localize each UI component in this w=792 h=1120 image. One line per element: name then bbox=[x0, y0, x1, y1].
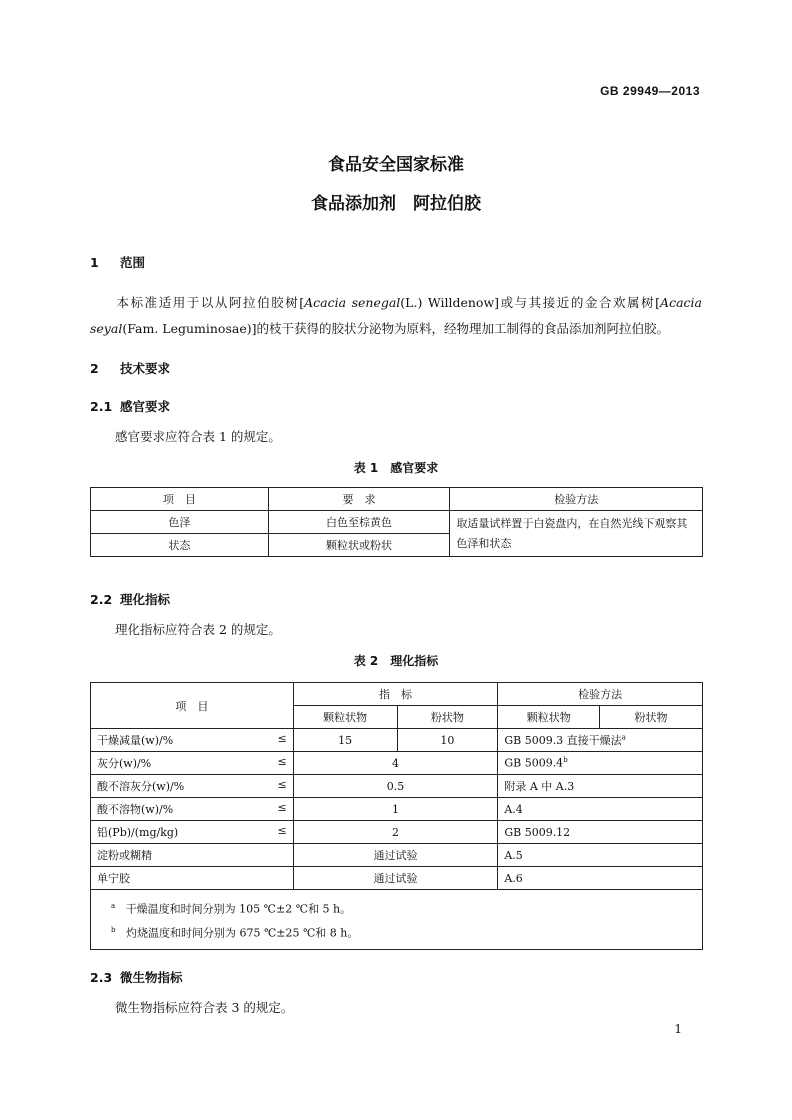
section-number: 1 bbox=[90, 255, 99, 270]
table-row bbox=[91, 798, 703, 821]
table-row bbox=[91, 729, 703, 752]
method-cell: A.6 bbox=[498, 867, 703, 890]
item-label: 酸不溶物(w)/% bbox=[97, 803, 174, 816]
method-cell: A.4 bbox=[498, 798, 703, 821]
section-title: 理化指标 bbox=[120, 592, 171, 607]
section-2-2-text: 理化指标应符合表 2 的规定。 bbox=[115, 622, 281, 637]
requirement-cell: 白色至棕黄色 bbox=[268, 511, 450, 534]
scope-text-a: 本标准适用于以从阿拉伯胶树[ bbox=[115, 295, 305, 310]
item-label: 铅(Pb)/(mg/kg) bbox=[97, 826, 179, 839]
value-cell: 1 bbox=[293, 798, 498, 821]
footnote-text: 灼烧温度和时间分别为 675 ℃±25 ℃和 8 h。 bbox=[125, 926, 359, 940]
table-row bbox=[91, 821, 703, 844]
le-symbol: ≤ bbox=[277, 824, 287, 837]
footnote-b bbox=[111, 920, 682, 944]
doc-title: 食品安全国家标准 bbox=[328, 155, 464, 175]
scope-text-c: (L.) Willdenow]或与其接近的金合欢属树[ bbox=[400, 295, 661, 310]
le-symbol: ≤ bbox=[277, 778, 287, 791]
section-2-3-text: 微生物指标应符合表 3 的规定。 bbox=[115, 1000, 294, 1015]
value-cell: 2 bbox=[293, 821, 498, 844]
page-number: 1 bbox=[674, 1022, 682, 1036]
table-row bbox=[91, 775, 703, 798]
footnote-mark: b bbox=[111, 925, 116, 934]
header-method: 检验方法 bbox=[450, 488, 703, 511]
footnote-a bbox=[111, 896, 682, 920]
section-number: 2.2 bbox=[90, 592, 113, 607]
item-cell bbox=[91, 821, 294, 844]
table-2-caption: 表 2 理化指标 bbox=[353, 654, 439, 668]
value-cell: 0.5 bbox=[293, 775, 498, 798]
section-title: 技术要求 bbox=[120, 361, 171, 376]
item-cell: 单宁胶 bbox=[91, 867, 294, 890]
item-cell: 淀粉或糊精 bbox=[91, 844, 294, 867]
section-title: 微生物指标 bbox=[120, 970, 183, 985]
value-cell: 10 bbox=[397, 729, 498, 752]
section-1-heading bbox=[90, 253, 145, 271]
header-method-powder: 粉状物 bbox=[600, 706, 703, 729]
item-label: 灰分(w)/% bbox=[97, 757, 152, 770]
item-cell: 状态 bbox=[91, 534, 269, 557]
item-cell: 色泽 bbox=[91, 511, 269, 534]
scope-species-1: Acacia senegal bbox=[304, 295, 401, 310]
footnote-mark: a bbox=[111, 902, 116, 910]
header-method-granule: 颗粒状物 bbox=[498, 706, 600, 729]
method-cell bbox=[498, 729, 703, 752]
le-symbol: ≤ bbox=[277, 801, 287, 814]
table-header-row bbox=[91, 683, 703, 706]
method-text: GB 5009.4 bbox=[504, 756, 564, 770]
header-item: 项 目 bbox=[91, 488, 269, 511]
requirement-cell: 颗粒状或粉状 bbox=[268, 534, 450, 557]
section-title: 感官要求 bbox=[120, 399, 171, 414]
table-row bbox=[91, 752, 703, 775]
footnote-mark: a bbox=[621, 733, 626, 742]
le-symbol: ≤ bbox=[277, 732, 287, 745]
footnote-text: 干燥温度和时间分别为 105 ℃±2 ℃和 5 h。 bbox=[125, 902, 352, 916]
item-cell bbox=[91, 775, 294, 798]
method-cell: A.5 bbox=[498, 844, 703, 867]
item-cell bbox=[91, 729, 294, 752]
section-2-1-heading bbox=[90, 397, 170, 415]
le-symbol: ≤ bbox=[277, 755, 287, 768]
scope-species-2: Acacia seyal bbox=[90, 295, 702, 336]
section-2-1-text: 感官要求应符合表 1 的规定。 bbox=[115, 429, 281, 444]
value-cell: 4 bbox=[293, 752, 498, 775]
table-notes bbox=[91, 890, 703, 950]
method-cell: 取适量试样置于白瓷盘内，在自然光线下观察其色泽和状态 bbox=[450, 511, 703, 557]
table-1-caption: 表 1 感官要求 bbox=[353, 461, 439, 475]
item-label: 干燥减量(w)/% bbox=[97, 734, 174, 747]
scope-paragraph bbox=[90, 290, 702, 342]
header-index: 指 标 bbox=[293, 683, 498, 706]
table-notes-row bbox=[91, 890, 703, 950]
section-2-3-heading bbox=[90, 968, 183, 986]
section-number: 2 bbox=[90, 361, 99, 376]
value-cell: 通过试验 bbox=[293, 844, 498, 867]
header-method: 检验方法 bbox=[498, 683, 703, 706]
header-granule: 颗粒状物 bbox=[293, 706, 397, 729]
section-number: 2.3 bbox=[90, 970, 113, 985]
section-2-heading bbox=[90, 359, 170, 377]
scope-text-e: (Fam. Leguminosae)]的枝干获得的胶状分泌物为原料，经物理加工制得的食品添加剂阿拉伯胶。 bbox=[122, 321, 669, 336]
value-cell: 15 bbox=[293, 729, 397, 752]
table-header-row bbox=[91, 488, 703, 511]
item-label: 酸不溶灰分(w)/% bbox=[97, 780, 185, 793]
header-powder: 粉状物 bbox=[397, 706, 498, 729]
section-title: 范围 bbox=[120, 255, 146, 270]
method-text: GB 5009.3 直接干燥法 bbox=[504, 734, 622, 747]
method-cell bbox=[498, 752, 703, 775]
header-requirement: 要 求 bbox=[268, 488, 450, 511]
table-row bbox=[91, 844, 703, 867]
section-2-2-heading bbox=[90, 590, 170, 608]
sensory-table bbox=[90, 487, 703, 557]
method-cell: 附录 A 中 A.3 bbox=[498, 775, 703, 798]
header-item: 项 目 bbox=[91, 683, 294, 729]
value-cell: 通过试验 bbox=[293, 867, 498, 890]
item-cell bbox=[91, 752, 294, 775]
section-number: 2.1 bbox=[90, 399, 113, 414]
physicochemical-table bbox=[90, 682, 703, 950]
footnote-mark: b bbox=[563, 756, 568, 765]
standard-code: GB 29949—2013 bbox=[600, 84, 700, 98]
item-cell bbox=[91, 798, 294, 821]
doc-subtitle: 食品添加剂 阿拉伯胶 bbox=[311, 194, 481, 214]
table-row bbox=[91, 511, 703, 534]
method-cell: GB 5009.12 bbox=[498, 821, 703, 844]
table-row bbox=[91, 867, 703, 890]
